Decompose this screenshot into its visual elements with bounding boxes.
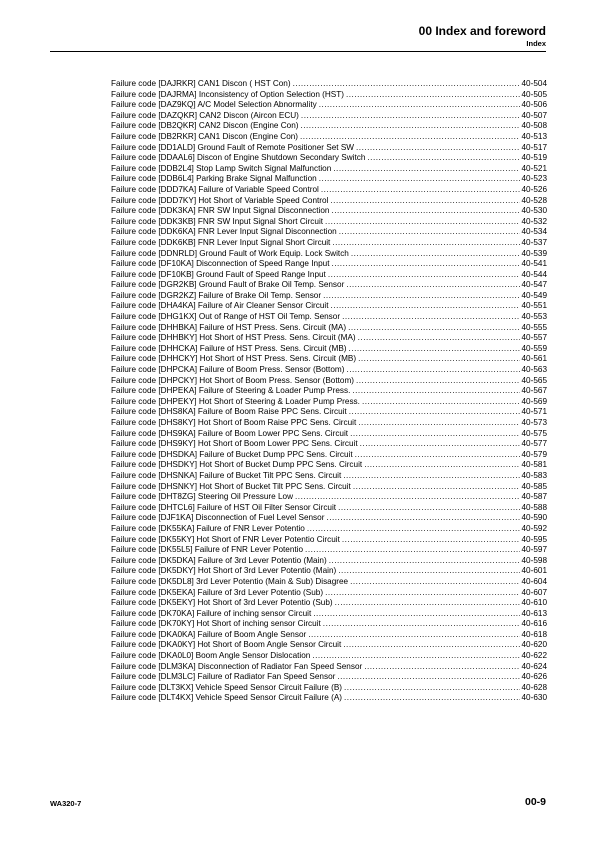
- entry-title: Failure code [DHSNKA] Failure of Bucket Tilt PPC Sens. Circuit: [111, 470, 342, 480]
- entry-title: Failure code [DB2RKR] CAN1 Discon (Engine Con): [111, 131, 299, 141]
- entry-page: 40-557: [521, 333, 547, 343]
- dot-leader: [358, 354, 519, 365]
- index-entry: [111, 354, 547, 365]
- dot-leader: [328, 270, 520, 281]
- entry-title: Failure code [DK70KA] Failure of inching sensor Circuit: [111, 608, 312, 618]
- dot-leader: [300, 132, 519, 143]
- entry-page: 40-505: [521, 89, 547, 99]
- index-entry: [111, 259, 547, 270]
- index-entry: [111, 545, 547, 556]
- section-subtitle: Index: [526, 39, 546, 48]
- dot-leader: [346, 280, 519, 291]
- dot-leader: [325, 217, 519, 228]
- index-entry: [111, 471, 547, 482]
- index-entry: [111, 291, 547, 302]
- entry-title: Failure code [DK5DKA] Failure of 3rd Lever Potentio (Main): [111, 555, 327, 565]
- entry-title: Failure code [DK55KA] Failure of FNR Lever Potentio: [111, 523, 305, 533]
- index-entry: [111, 121, 547, 132]
- entry-page: 40-571: [521, 407, 547, 417]
- entry-title: Failure code [DDAAL6] Discon of Engine Shutdown Secondary Switch: [111, 153, 366, 163]
- index-entry: [111, 693, 547, 704]
- entry-page: 40-508: [521, 121, 547, 131]
- dot-leader: [349, 407, 520, 418]
- dot-leader: [337, 672, 519, 683]
- dot-leader: [325, 588, 519, 599]
- dot-leader: [323, 291, 519, 302]
- entry-title: Failure code [DHHCKA] Failure of HST Press. Sens. Circuit (MB): [111, 343, 347, 353]
- dot-leader: [335, 598, 520, 609]
- index-entry: [111, 386, 547, 397]
- entry-page: 40-607: [521, 587, 547, 597]
- entry-title: Failure code [DDD7KA] Failure of Variable Speed Control: [111, 184, 319, 194]
- index-entry: [111, 143, 547, 154]
- entry-page: 40-618: [521, 629, 547, 639]
- entry-page: 40-506: [521, 100, 547, 110]
- index-entry: [111, 535, 547, 546]
- entry-page: 40-604: [521, 576, 547, 586]
- dot-leader: [349, 344, 520, 355]
- index-entry: [111, 217, 547, 228]
- dot-leader: [346, 90, 520, 101]
- entry-title: Failure code [DHA4KA] Failure of Air Cleaner Sensor Circuit: [111, 301, 329, 311]
- index-entry: [111, 588, 547, 599]
- entry-page: 40-575: [521, 428, 547, 438]
- entry-title: Failure code [DHS8KY] Hot Short of Boom Raise PPC Sens. Circuit: [111, 418, 357, 427]
- dot-leader: [332, 238, 519, 249]
- index-entry: [111, 100, 547, 111]
- entry-page: 40-561: [521, 354, 547, 364]
- entry-page: 40-628: [521, 682, 547, 692]
- entry-title: Failure code [DDK6KA] FNR Lever Input Signal Disconnection: [111, 227, 337, 237]
- model-label: WA320-7: [50, 799, 82, 808]
- entry-title: Failure code [DHS8KA] Failure of Boom Raise PPC Sens. Circuit: [111, 407, 347, 417]
- entry-page: 40-532: [521, 216, 547, 226]
- dot-leader: [344, 683, 519, 694]
- dot-leader: [350, 429, 519, 440]
- index-entry: [111, 556, 547, 567]
- dot-leader: [339, 227, 520, 238]
- dot-leader: [300, 121, 519, 132]
- dot-leader: [364, 460, 519, 471]
- entry-title: Failure code [DK5EKA] Failure of 3rd Lever Potentio (Sub): [111, 587, 324, 597]
- index-entry: [111, 662, 547, 673]
- index-entry: [111, 376, 547, 387]
- entry-page: 40-504: [521, 79, 547, 88]
- header-divider: [50, 51, 546, 52]
- index-entry: [111, 196, 547, 207]
- dot-leader: [307, 524, 520, 535]
- index-entry: [111, 513, 547, 524]
- entry-page: 40-624: [521, 661, 547, 671]
- entry-page: 40-592: [521, 523, 547, 533]
- entry-page: 40-519: [521, 153, 547, 163]
- dot-leader: [338, 566, 519, 577]
- entry-title: Failure code [DHS9KY] Hot Short of Boom Lower PPC Sens. Circuit: [111, 439, 358, 449]
- entry-page: 40-567: [521, 386, 547, 396]
- entry-page: 40-521: [521, 163, 547, 173]
- entry-page: 40-598: [521, 555, 547, 565]
- index-entry: [111, 492, 547, 503]
- entry-page: 40-573: [521, 418, 547, 427]
- entry-page: 40-559: [521, 343, 547, 353]
- entry-title: Failure code [DHSDKA] Failure of Bucket Dump PPC Sens. Circuit: [111, 449, 353, 459]
- dot-leader: [331, 259, 519, 270]
- entry-page: 40-563: [521, 365, 547, 375]
- entry-page: 40-551: [521, 301, 547, 311]
- entry-page: 40-626: [521, 672, 547, 682]
- dot-leader: [356, 376, 520, 387]
- dot-leader: [329, 556, 520, 567]
- dot-leader: [326, 513, 519, 524]
- index-entry: [111, 630, 547, 641]
- index-entry: [111, 280, 547, 291]
- index-entry: [111, 598, 547, 609]
- dot-leader: [358, 333, 520, 344]
- index-entry: [111, 174, 547, 185]
- entry-title: Failure code [DK5EKY] Hot Short of 3rd Lever Potentio (Sub): [111, 598, 333, 608]
- entry-title: Failure code [DHHBKA] Failure of HST Press. Sens. Circuit (MA): [111, 322, 347, 332]
- entry-title: Failure code [DGR2KZ] Failure of Brake Oil Temp. Sensor: [111, 290, 322, 300]
- entry-title: Failure code [DHT8ZG] Steering Oil Pressure Low: [111, 492, 294, 502]
- entry-page: 40-622: [521, 651, 547, 661]
- dot-leader: [362, 397, 520, 408]
- dot-leader: [333, 164, 519, 175]
- dot-leader: [312, 651, 519, 662]
- dot-leader: [343, 640, 519, 651]
- index-list: [111, 79, 547, 704]
- entry-page: 40-581: [521, 460, 547, 470]
- index-entry: [111, 227, 547, 238]
- index-entry: [111, 238, 547, 249]
- dot-leader: [293, 79, 520, 90]
- entry-title: Failure code [DHSNKY] Hot Short of Bucket Tilt PPC Sens. Circuit: [111, 481, 351, 491]
- entry-page: 40-553: [521, 312, 547, 322]
- entry-page: 40-577: [521, 439, 547, 449]
- entry-title: Failure code [DK5DKY] Hot Short of 3rd Lever Potentio (Main): [111, 566, 337, 576]
- dot-leader: [343, 471, 519, 482]
- entry-page: 40-620: [521, 640, 547, 650]
- entry-page: 40-613: [521, 608, 547, 618]
- entry-page: 40-507: [521, 110, 547, 120]
- entry-title: Failure code [DKA0KA] Failure of Boom Angle Sensor: [111, 629, 307, 639]
- entry-title: Failure code [DHPEKY] Hot Short of Steering & Loader Pump Press.: [111, 396, 360, 406]
- entry-page: 40-583: [521, 470, 547, 480]
- dot-leader: [342, 535, 520, 546]
- entry-title: Failure code [DGR2KB] Ground Fault of Brake Oil Temp. Sensor: [111, 280, 345, 290]
- index-entry: [111, 90, 547, 101]
- entry-title: Failure code [DF10KA] Disconnection of Speed Range Input: [111, 259, 330, 269]
- dot-leader: [351, 249, 520, 260]
- index-entry: [111, 640, 547, 651]
- dot-leader: [295, 492, 519, 503]
- entry-title: Failure code [DHHBKY] Hot Short of HST Press. Sens. Circuit (MA): [111, 333, 356, 343]
- entry-page: 40-579: [521, 449, 547, 459]
- index-entry: [111, 429, 547, 440]
- entry-title: Failure code [DAJRKR] CAN1 Discon ( HST Con): [111, 79, 291, 88]
- entry-title: Failure code [DDB2L4] Stop Lamp Switch Signal Malfunction: [111, 163, 332, 173]
- dot-leader: [367, 153, 519, 164]
- entry-page: 40-544: [521, 269, 547, 279]
- entry-title: Failure code [DKA0KY] Hot Short of Boom Angle Sensor Circuit: [111, 640, 342, 650]
- index-entry: [111, 439, 547, 450]
- entry-title: Failure code [DDK6KB] FNR Lever Input Signal Short Circuit: [111, 237, 331, 247]
- dot-leader: [360, 439, 520, 450]
- dot-leader: [331, 206, 519, 217]
- entry-page: 40-590: [521, 513, 547, 523]
- page-number: 00-9: [524, 796, 546, 808]
- entry-page: 40-528: [521, 195, 547, 205]
- entry-page: 40-537: [521, 237, 547, 247]
- index-entry: [111, 79, 547, 90]
- index-entry: [111, 619, 547, 630]
- dot-leader: [305, 545, 519, 556]
- entry-title: Failure code [DAJRMA] Inconsistency of Option Selection (HST): [111, 89, 344, 99]
- dot-leader: [321, 185, 520, 196]
- entry-page: 40-534: [521, 227, 547, 237]
- entry-title: Failure code [DDK3KA] FNR SW Input Signal Disconnection: [111, 206, 330, 216]
- entry-page: 40-526: [521, 184, 547, 194]
- entry-page: 40-630: [521, 693, 547, 703]
- entry-title: Failure code [DD1ALD] Ground Fault of Remote Positioner Set SW: [111, 142, 355, 152]
- entry-page: 40-595: [521, 534, 547, 544]
- entry-title: Failure code [DAZQKR] CAN2 Discon (Aircon ECU): [111, 110, 299, 120]
- entry-title: Failure code [DLM3KA] Disconnection of Radiator Fan Speed Sensor: [111, 661, 363, 671]
- page-header: [419, 24, 546, 49]
- index-entry: [111, 418, 547, 429]
- dot-leader: [323, 619, 520, 630]
- entry-page: 40-547: [521, 280, 547, 290]
- index-entry: [111, 164, 547, 175]
- dot-leader: [346, 365, 519, 376]
- index-entry: [111, 344, 547, 355]
- entry-page: 40-530: [521, 206, 547, 216]
- entry-title: Failure code [DHS9KA] Failure of Boom Lower PPC Sens. Circuit: [111, 428, 349, 438]
- entry-title: Failure code [DB2QKR] CAN2 Discon (Engine Con): [111, 121, 299, 131]
- entry-page: 40-541: [521, 259, 547, 269]
- entry-page: 40-539: [521, 248, 547, 258]
- entry-page: 40-610: [521, 598, 547, 608]
- entry-page: 40-517: [521, 142, 547, 152]
- entry-page: 40-585: [521, 481, 547, 491]
- entry-title: Failure code [DHPCKA] Failure of Boom Press. Sensor (Bottom): [111, 365, 345, 375]
- dot-leader: [350, 577, 519, 588]
- index-entry: [111, 407, 547, 418]
- entry-title: Failure code [DLM3LC] Failure of Radiator Fan Speed Sensor: [111, 672, 336, 682]
- entry-title: Failure code [DHPCKY] Hot Short of Boom Press. Sensor (Bottom): [111, 375, 354, 385]
- entry-title: Failure code [DHHCKY] Hot Short of HST Press. Sens. Circuit (MB): [111, 354, 357, 364]
- index-entry: [111, 132, 547, 143]
- index-entry: [111, 683, 547, 694]
- entry-title: Failure code [DDB6L4] Parking Brake Signal Malfunction: [111, 174, 317, 184]
- index-entry: [111, 333, 547, 344]
- dot-leader: [344, 693, 519, 704]
- entry-title: Failure code [DK55KY] Hot Short of FNR Lever Potentio Circuit: [111, 534, 340, 544]
- index-entry: [111, 153, 547, 164]
- entry-page: 40-597: [521, 545, 547, 555]
- entry-page: 40-616: [521, 619, 547, 629]
- index-entry: [111, 460, 547, 471]
- entry-title: Failure code [DK70KY] Hot Short of inching sensor Circuit: [111, 619, 321, 629]
- dot-leader: [308, 630, 519, 641]
- entry-page: 40-513: [521, 131, 547, 141]
- dot-leader: [331, 301, 520, 312]
- dot-leader: [348, 323, 519, 334]
- dot-leader: [342, 312, 519, 323]
- entry-page: 40-569: [521, 396, 547, 406]
- entry-title: Failure code [DAZ9KQ] A/C Model Selection Abnormality: [111, 100, 317, 110]
- index-entry: [111, 609, 547, 620]
- entry-title: Failure code [DHTCL6] Failure of HST Oil Filter Sensor Circuit: [111, 502, 337, 512]
- entry-page: 40-555: [521, 322, 547, 332]
- section-title: 00 Index and foreword: [418, 24, 546, 38]
- entry-title: Failure code [DDD7KY] Hot Short of Variable Speed Control: [111, 195, 329, 205]
- entry-page: 40-601: [521, 566, 547, 576]
- entry-page: 40-588: [521, 502, 547, 512]
- entry-title: Failure code [DLT3KX] Vehicle Speed Sensor Circuit Failure (B): [111, 682, 343, 692]
- dot-leader: [319, 100, 520, 111]
- index-entry: [111, 249, 547, 260]
- index-entry: [111, 482, 547, 493]
- index-entry: [111, 577, 547, 588]
- dot-leader: [352, 386, 519, 397]
- index-entry: [111, 365, 547, 376]
- entry-title: Failure code [DHSDKY] Hot Short of Bucket Dump PPC Sens. Circuit: [111, 460, 363, 470]
- dot-leader: [301, 111, 520, 122]
- dot-leader: [358, 418, 519, 429]
- index-entry: [111, 672, 547, 683]
- dot-leader: [338, 503, 519, 514]
- index-entry: [111, 206, 547, 217]
- index-entry: [111, 111, 547, 122]
- index-entry: [111, 651, 547, 662]
- entry-title: Failure code [DHPEKA] Failure of Steering & Loader Pump Press.: [111, 386, 351, 396]
- index-entry: [111, 301, 547, 312]
- index-entry: [111, 524, 547, 535]
- index-entry: [111, 503, 547, 514]
- entry-title: Failure code [DK55L5] Failure of FNR Lever Potentio: [111, 545, 304, 555]
- entry-title: Failure code [DDNRLD] Ground Fault of Work Equip. Lock Switch: [111, 248, 349, 258]
- dot-leader: [330, 196, 519, 207]
- dot-leader: [319, 174, 520, 185]
- index-entry: [111, 270, 547, 281]
- entry-page: 40-549: [521, 290, 547, 300]
- entry-page: 40-565: [521, 375, 547, 385]
- entry-title: Failure code [DLT4KX] Vehicle Speed Sensor Circuit Failure (A): [111, 693, 343, 703]
- dot-leader: [313, 609, 519, 620]
- entry-title: Failure code [DKA0L0] Boom Angle Sensor Dislocation: [111, 651, 311, 661]
- index-entry: [111, 312, 547, 323]
- dot-leader: [355, 450, 520, 461]
- entry-title: Failure code [DF10KB] Ground Fault of Speed Range Input: [111, 269, 326, 279]
- index-entry: [111, 566, 547, 577]
- entry-page: 40-587: [521, 492, 547, 502]
- entry-title: Failure code [DHG1KX] Out of Range of HST Oil Temp. Sensor: [111, 312, 341, 322]
- dot-leader: [364, 662, 519, 673]
- index-entry: [111, 397, 547, 408]
- dot-leader: [353, 482, 520, 493]
- index-entry: [111, 323, 547, 334]
- entry-title: Failure code [DDK3KB] FNR SW Input Signal Short Circuit: [111, 216, 324, 226]
- dot-leader: [356, 143, 519, 154]
- index-entry: [111, 185, 547, 196]
- index-entry: [111, 450, 547, 461]
- entry-page: 40-523: [521, 174, 547, 184]
- entry-title: Failure code [DK5DL8] 3rd Lever Potentio (Main & Sub) Disagree: [111, 576, 349, 586]
- entry-title: Failure code [DJF1KA] Disconnection of Fuel Level Sensor: [111, 513, 325, 523]
